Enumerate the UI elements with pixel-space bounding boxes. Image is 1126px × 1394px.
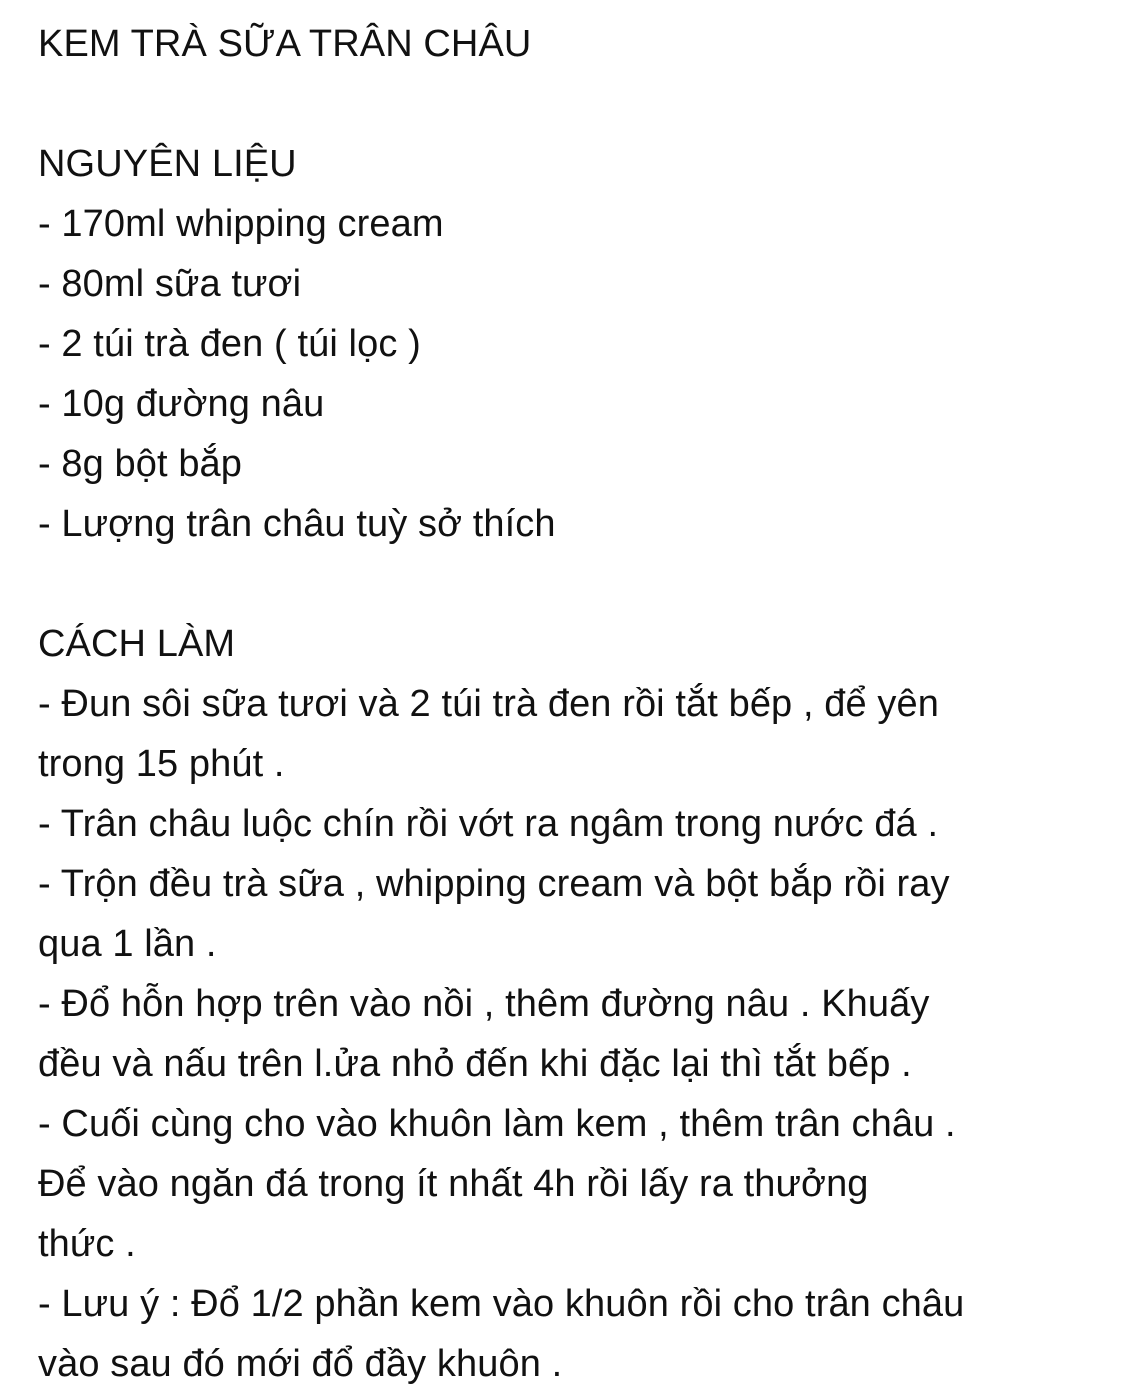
method-line: trong 15 phút . [38, 743, 285, 785]
ingredient-item: - 10g đường nâu [38, 383, 325, 425]
method-line: - Đun sôi sữa tươi và 2 túi trà đen rồi tắt bếp , để yên [38, 683, 939, 725]
spacer [38, 554, 1118, 614]
recipe-document [38, 14, 1118, 1394]
ingredient-item: - 8g bột bắp [38, 443, 243, 485]
method-line: thức . [38, 1223, 136, 1265]
ingredient-item: - Lượng trân châu tuỳ sở thích [38, 503, 556, 545]
method-line: Để vào ngăn đá trong ít nhất 4h rồi lấy ra thưởng [38, 1163, 869, 1205]
method-line: - Trân châu luộc chín rồi vớt ra ngâm trong nước đá . [38, 803, 939, 845]
ingredient-item: - 2 túi trà đen ( túi lọc ) [38, 323, 421, 365]
ingredient-item: - 170ml whipping cream [38, 203, 444, 245]
ingredients-heading: NGUYÊN LIỆU [38, 143, 297, 185]
ingredient-item: - 80ml sữa tươi [38, 263, 302, 305]
method-line: - Đổ hỗn hợp trên vào nồi , thêm đường nâu . Khuấy [38, 983, 930, 1025]
method-line: vào sau đó mới đổ đầy khuôn . [38, 1343, 563, 1385]
method-line: đều và nấu trên l.ửa nhỏ đến khi đặc lại thì tắt bếp . [38, 1043, 912, 1085]
recipe-title: KEM TRÀ SỮA TRÂN CHÂU [38, 23, 532, 65]
spacer [38, 74, 1118, 134]
method-line: - Lưu ý : Đổ 1/2 phần kem vào khuôn rồi cho trân châu [38, 1283, 965, 1325]
method-line: - Trộn đều trà sữa , whipping cream và bột bắp rồi ray [38, 863, 950, 905]
method-heading: CÁCH LÀM [38, 623, 236, 665]
method-line: - Cuối cùng cho vào khuôn làm kem , thêm trân châu . [38, 1103, 956, 1145]
method-line: qua 1 lần . [38, 923, 217, 965]
